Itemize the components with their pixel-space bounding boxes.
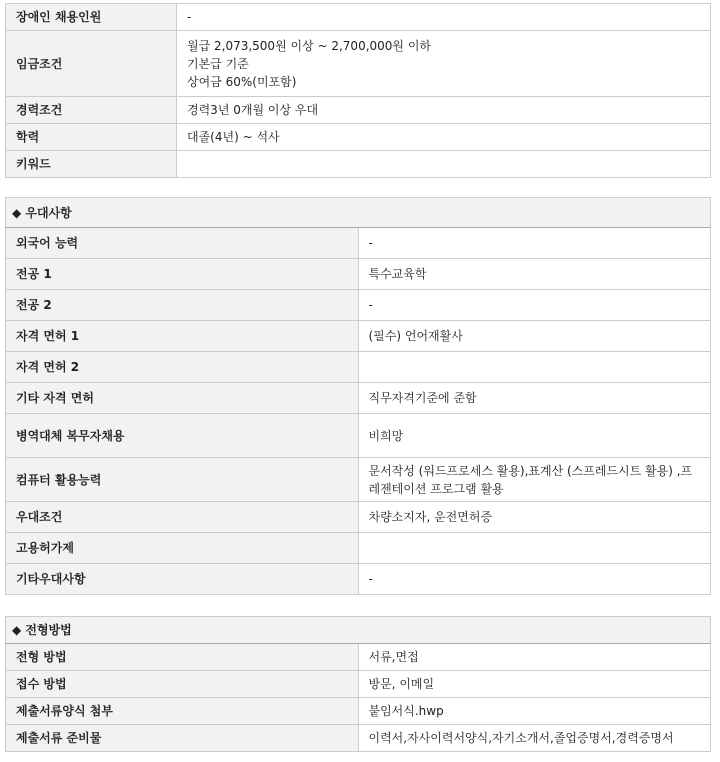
table-row — [6, 290, 711, 321]
attachment-link[interactable]: 붙임서식.hwp — [368, 704, 444, 718]
row-value — [177, 151, 711, 178]
row-value: 대졸(4년) ~ 석사 — [177, 124, 711, 151]
table-row — [6, 383, 711, 414]
job-conditions-table — [5, 3, 711, 178]
row-label: 학력 — [6, 124, 177, 151]
row-label: 병역대체 복무자채용 — [6, 414, 359, 458]
row-label: 전공 2 — [6, 290, 359, 321]
table-row — [6, 564, 711, 595]
row-label: 자격 면허 1 — [6, 321, 359, 352]
row-label: 키워드 — [6, 151, 177, 178]
table-row — [6, 533, 711, 564]
row-label: 제출서류양식 첨부 — [6, 698, 359, 725]
row-label: 고용허가제 — [6, 533, 359, 564]
row-value: 직무자격기준에 준함 — [358, 383, 711, 414]
row-label: 자격 면허 2 — [6, 352, 359, 383]
row-value: (필수) 언어재활사 — [358, 321, 711, 352]
row-label: 전공 1 — [6, 259, 359, 290]
table-row — [6, 97, 711, 124]
section-title: ◆ 전형방법 — [6, 617, 711, 644]
table-row — [6, 725, 711, 752]
row-label: 기타우대사항 — [6, 564, 359, 595]
table-row — [6, 124, 711, 151]
row-value — [358, 533, 711, 564]
table-row — [6, 4, 711, 31]
table-row — [6, 321, 711, 352]
row-value: 서류,면접 — [358, 644, 711, 671]
row-label: 우대조건 — [6, 502, 359, 533]
row-label: 제출서류 준비물 — [6, 725, 359, 752]
row-value: - — [358, 290, 711, 321]
row-value: 비희망 — [358, 414, 711, 458]
table-row — [6, 414, 711, 458]
row-value: 문서작성 (워드프로세스 활용),표계산 (스프레드시트 활용) ,프레젠테이션 프로그램 활용 — [358, 458, 711, 502]
table-row — [6, 502, 711, 533]
row-value — [358, 352, 711, 383]
row-label: 장애인 채용인원 — [6, 4, 177, 31]
row-value — [358, 698, 711, 725]
row-label: 임금조건 — [6, 31, 177, 97]
wage-line: 상여금 60%(미포함) — [187, 74, 297, 89]
section-title: ◆ 우대사항 — [6, 198, 711, 228]
table-row — [6, 352, 711, 383]
row-value: 경력3년 0개월 이상 우대 — [177, 97, 711, 124]
wage-line: 월급 2,073,500원 이상 ~ 2,700,000원 이하 — [187, 38, 432, 53]
row-value: 차량소지자, 운전면허증 — [358, 502, 711, 533]
table-row — [6, 458, 711, 502]
preference-table — [5, 197, 711, 595]
row-value: - — [358, 228, 711, 259]
row-value: - — [177, 4, 711, 31]
wage-line: 기본급 기준 — [187, 56, 249, 71]
section-header — [6, 198, 711, 228]
table-row — [6, 671, 711, 698]
section-header — [6, 617, 711, 644]
table-row — [6, 698, 711, 725]
row-label: 외국어 능력 — [6, 228, 359, 259]
row-label: 접수 방법 — [6, 671, 359, 698]
row-label: 컴퓨터 활용능력 — [6, 458, 359, 502]
row-value: - — [358, 564, 711, 595]
row-value: 방문, 이메일 — [358, 671, 711, 698]
table-row — [6, 31, 711, 97]
row-label: 경력조건 — [6, 97, 177, 124]
selection-table — [5, 616, 711, 752]
row-value: 이력서,자사이력서양식,자기소개서,졸업증명서,경력증명서 — [358, 725, 711, 752]
table-row — [6, 151, 711, 178]
table-row — [6, 228, 711, 259]
row-value — [177, 31, 711, 97]
row-label: 전형 방법 — [6, 644, 359, 671]
row-value: 특수교육학 — [358, 259, 711, 290]
table-row — [6, 644, 711, 671]
row-label: 기타 자격 면허 — [6, 383, 359, 414]
table-row — [6, 259, 711, 290]
